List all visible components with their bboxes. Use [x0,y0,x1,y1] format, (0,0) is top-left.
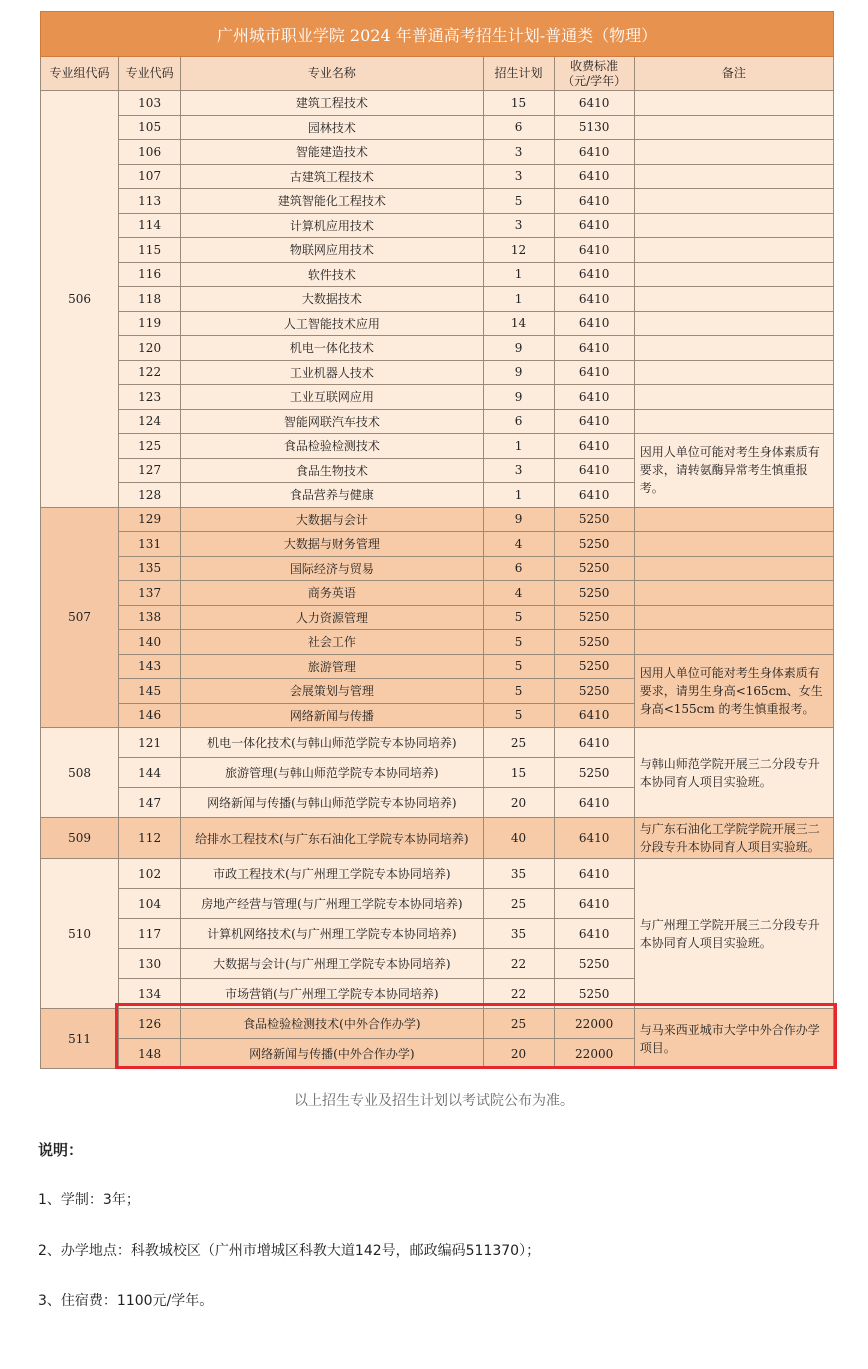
plan-cell: 4 [483,581,554,606]
fee-cell: 6410 [554,213,634,238]
major-name-cell: 软件技术 [181,262,483,287]
header-fee-line2: （元/学年） [562,73,627,88]
fee-cell: 6410 [554,818,634,859]
major-code-cell: 107 [119,164,181,189]
plan-cell: 12 [483,238,554,263]
major-code-cell: 113 [119,189,181,214]
remark-cell [634,556,833,581]
table-row [41,262,834,287]
plan-cell: 3 [483,140,554,165]
major-name-cell: 计算机应用技术 [181,213,483,238]
fee-cell: 6410 [554,889,634,919]
major-code-cell: 128 [119,483,181,508]
fee-cell: 5250 [554,758,634,788]
fee-cell: 6410 [554,703,634,728]
remark-g510-note: 与广州理工学院开展三二分段专升本协同育人项目实验班。 [634,859,833,1009]
plan-cell: 25 [483,728,554,758]
remark-cell [634,140,833,165]
group-509 [41,818,834,859]
remark-g509-note: 与广东石油化工学院学院开展三二分段专升本协同育人项目实验班。 [634,818,833,859]
major-code-cell: 115 [119,238,181,263]
table-row [41,556,834,581]
plan-cell: 9 [483,360,554,385]
major-name-cell: 建筑工程技术 [181,91,483,116]
major-code-cell: 119 [119,311,181,336]
header-plan: 招生计划 [483,57,554,91]
group-510 [41,859,834,1009]
group-code-cell: 511 [41,1009,119,1069]
major-code-cell: 102 [119,859,181,889]
fee-cell: 5250 [554,556,634,581]
fee-cell: 5250 [554,507,634,532]
remark-cell [634,385,833,410]
fee-cell: 6410 [554,458,634,483]
table-title: 广州城市职业学院 2024 年普通高考招生计划-普通类（物理） [41,12,834,57]
group-code-cell: 507 [41,507,119,728]
footer-note: 以上招生专业及招生计划以考试院公布为准。 [294,1093,574,1109]
fee-cell: 6410 [554,483,634,508]
major-name-cell: 旅游管理(与韩山师范学院专本协同培养) [181,758,483,788]
plan-cell: 3 [483,164,554,189]
major-code-cell: 148 [119,1039,181,1069]
table-row [41,311,834,336]
major-name-cell: 工业机器人技术 [181,360,483,385]
header-major-name: 专业名称 [181,57,483,91]
major-code-cell: 145 [119,679,181,704]
remark-cell [634,409,833,434]
major-name-cell: 人力资源管理 [181,605,483,630]
major-code-cell: 117 [119,919,181,949]
major-code-cell: 120 [119,336,181,361]
major-name-cell: 网络新闻与传播 [181,703,483,728]
explain-title: 说明： [38,1141,84,1159]
group-code-cell: 506 [41,91,119,508]
remark-tourism-note: 因用人单位可能对考生身体素质有要求，请男生身高<165cm、女生身高<155cm 的考生慎重报考。 [634,654,833,728]
header-major-code: 专业代码 [119,57,181,91]
fee-cell: 22000 [554,1009,634,1039]
plan-cell: 6 [483,409,554,434]
group-508 [41,728,834,818]
major-name-cell: 智能建造技术 [181,140,483,165]
highlight-box [115,1003,837,1069]
major-code-cell: 143 [119,654,181,679]
major-name-cell: 古建筑工程技术 [181,164,483,189]
plan-cell: 6 [483,556,554,581]
major-name-cell: 食品检验检测技术(中外合作办学) [181,1009,483,1039]
remark-food-note: 因用人单位可能对考生身体素质有要求，请转氨酶异常考生慎重报考。 [634,434,833,508]
plan-cell: 20 [483,1039,554,1069]
major-name-cell: 食品检验检测技术 [181,434,483,459]
header-remark: 备注 [634,57,833,91]
explain-item-location: 2、办学地点：科教城校区（广州市增城区科教大道142号，邮政编码511370）； [38,1243,541,1259]
fee-cell: 6410 [554,287,634,312]
header-group-code: 专业组代码 [41,57,119,91]
major-code-cell: 140 [119,630,181,655]
table-row [41,532,834,557]
plan-cell: 1 [483,434,554,459]
fee-cell: 5250 [554,679,634,704]
major-code-cell: 125 [119,434,181,459]
fee-cell: 5250 [554,630,634,655]
major-name-cell: 园林技术 [181,115,483,140]
table-row [41,654,834,679]
fee-cell: 6410 [554,409,634,434]
remark-cell [634,91,833,116]
admission-plan-table [40,11,834,1069]
major-name-cell: 大数据技术 [181,287,483,312]
plan-cell: 35 [483,919,554,949]
fee-cell: 5250 [554,581,634,606]
fee-cell: 22000 [554,1039,634,1069]
remark-cell [634,581,833,606]
fee-cell: 6410 [554,336,634,361]
remark-cell [634,115,833,140]
plan-cell: 40 [483,818,554,859]
table-row [41,507,834,532]
plan-cell: 15 [483,758,554,788]
plan-cell: 20 [483,788,554,818]
major-code-cell: 103 [119,91,181,116]
plan-cell: 5 [483,189,554,214]
major-name-cell: 商务英语 [181,581,483,606]
remark-cell [634,287,833,312]
major-code-cell: 129 [119,507,181,532]
fee-cell: 6410 [554,788,634,818]
fee-cell: 6410 [554,311,634,336]
fee-cell: 5250 [554,532,634,557]
fee-cell: 5130 [554,115,634,140]
major-name-cell: 机电一体化技术 [181,336,483,361]
major-name-cell: 机电一体化技术(与韩山师范学院专本协同培养) [181,728,483,758]
remark-cell [634,630,833,655]
major-code-cell: 126 [119,1009,181,1039]
table-row [41,189,834,214]
table-row [41,385,834,410]
group-code-cell: 508 [41,728,119,818]
major-code-cell: 105 [119,115,181,140]
plan-cell: 5 [483,703,554,728]
table-row [41,818,834,859]
major-name-cell: 网络新闻与传播(与韩山师范学院专本协同培养) [181,788,483,818]
plan-cell: 14 [483,311,554,336]
major-code-cell: 146 [119,703,181,728]
fee-cell: 6410 [554,189,634,214]
fee-cell: 5250 [554,605,634,630]
plan-cell: 22 [483,979,554,1009]
plan-cell: 35 [483,859,554,889]
major-name-cell: 人工智能技术应用 [181,311,483,336]
plan-cell: 1 [483,287,554,312]
table-row [41,859,834,889]
table-row [41,728,834,758]
major-code-cell: 118 [119,287,181,312]
remark-cell [634,262,833,287]
major-name-cell: 计算机网络技术(与广州理工学院专本协同培养) [181,919,483,949]
major-code-cell: 123 [119,385,181,410]
major-code-cell: 112 [119,818,181,859]
remark-cell [634,238,833,263]
major-name-cell: 社会工作 [181,630,483,655]
group-506 [41,91,834,508]
remark-cell [634,507,833,532]
remark-cell [634,360,833,385]
major-code-cell: 127 [119,458,181,483]
plan-cell: 1 [483,262,554,287]
fee-cell: 6410 [554,91,634,116]
fee-cell: 6410 [554,919,634,949]
major-name-cell: 会展策划与管理 [181,679,483,704]
group-code-cell: 509 [41,818,119,859]
fee-cell: 6410 [554,164,634,189]
fee-cell: 6410 [554,140,634,165]
major-code-cell: 122 [119,360,181,385]
major-name-cell: 智能网联汽车技术 [181,409,483,434]
major-name-cell: 市场营销(与广州理工学院专本协同培养) [181,979,483,1009]
table-row [41,91,834,116]
explain-item-duration: 1、学制：3年； [38,1192,140,1208]
major-name-cell: 大数据与会计(与广州理工学院专本协同培养) [181,949,483,979]
major-code-cell: 137 [119,581,181,606]
table-row [41,238,834,263]
header-fee-line1: 收费标准 [570,58,619,73]
fee-cell: 6410 [554,434,634,459]
fee-cell: 5250 [554,979,634,1009]
major-name-cell: 大数据与财务管理 [181,532,483,557]
plan-cell: 3 [483,458,554,483]
major-name-cell: 网络新闻与传播(中外合作办学) [181,1039,483,1069]
major-code-cell: 131 [119,532,181,557]
remark-cell [634,189,833,214]
table-row [41,336,834,361]
remark-g508-note: 与韩山师范学院开展三二分段专升本协同育人项目实验班。 [634,728,833,818]
fee-cell: 6410 [554,262,634,287]
fee-cell: 6410 [554,238,634,263]
major-name-cell: 食品营养与健康 [181,483,483,508]
table-row [41,581,834,606]
remark-cell [634,164,833,189]
plan-cell: 25 [483,889,554,919]
major-name-cell: 市政工程技术(与广州理工学院专本协同培养) [181,859,483,889]
table-row [41,287,834,312]
plan-cell: 15 [483,91,554,116]
major-name-cell: 房地产经营与管理(与广州理工学院专本协同培养) [181,889,483,919]
remark-cell [634,213,833,238]
fee-cell: 6410 [554,728,634,758]
major-name-cell: 国际经济与贸易 [181,556,483,581]
table-row [41,140,834,165]
major-code-cell: 130 [119,949,181,979]
major-code-cell: 138 [119,605,181,630]
major-code-cell: 135 [119,556,181,581]
plan-cell: 5 [483,654,554,679]
group-507 [41,507,834,728]
major-code-cell: 121 [119,728,181,758]
plan-cell: 3 [483,213,554,238]
remark-cell [634,336,833,361]
table-row [41,164,834,189]
major-code-cell: 116 [119,262,181,287]
plan-cell: 9 [483,336,554,361]
major-name-cell: 建筑智能化工程技术 [181,189,483,214]
table-row [41,360,834,385]
major-code-cell: 104 [119,889,181,919]
remark-cell [634,605,833,630]
explain-item-dorm-fee: 3、住宿费：1100元/学年。 [38,1293,214,1309]
admission-plan-table-wrap [40,11,834,1069]
table-row [41,605,834,630]
fee-cell: 5250 [554,949,634,979]
remark-cell [634,311,833,336]
group-code-cell: 510 [41,859,119,1009]
major-code-cell: 144 [119,758,181,788]
plan-cell: 1 [483,483,554,508]
major-code-cell: 114 [119,213,181,238]
header-fee [554,57,634,91]
plan-cell: 22 [483,949,554,979]
fee-cell: 5250 [554,654,634,679]
remark-cell [634,532,833,557]
table-row [41,434,834,459]
plan-cell: 9 [483,385,554,410]
major-code-cell: 106 [119,140,181,165]
plan-cell: 25 [483,1009,554,1039]
plan-cell: 5 [483,679,554,704]
plan-cell: 4 [483,532,554,557]
plan-cell: 6 [483,115,554,140]
major-code-cell: 147 [119,788,181,818]
plan-cell: 5 [483,630,554,655]
fee-cell: 6410 [554,385,634,410]
major-name-cell: 旅游管理 [181,654,483,679]
major-name-cell: 大数据与会计 [181,507,483,532]
fee-cell: 6410 [554,360,634,385]
table-row [41,213,834,238]
major-name-cell: 工业互联网应用 [181,385,483,410]
major-name-cell: 物联网应用技术 [181,238,483,263]
fee-cell: 6410 [554,859,634,889]
remark-g511-note: 与马来西亚城市大学中外合作办学项目。 [634,1009,833,1069]
major-name-cell: 食品生物技术 [181,458,483,483]
major-name-cell: 给排水工程技术(与广东石油化工学院专本协同培养) [181,818,483,859]
plan-cell: 9 [483,507,554,532]
major-code-cell: 134 [119,979,181,1009]
plan-cell: 5 [483,605,554,630]
table-row [41,409,834,434]
table-row [41,115,834,140]
major-code-cell: 124 [119,409,181,434]
table-row [41,630,834,655]
